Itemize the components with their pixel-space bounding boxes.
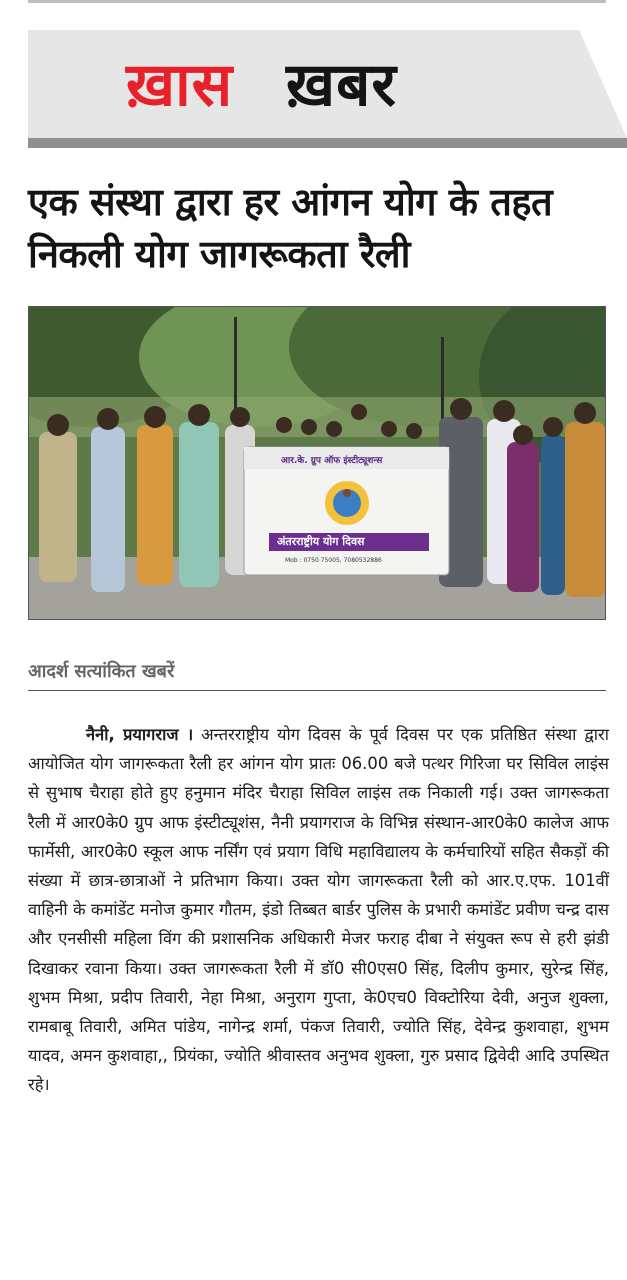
article-text: अन्तरराष्ट्रीय योग दिवस के पूर्व दिवस पर एक प्रतिष्ठित संस्था द्वारा आयोजित योग जागरूकता रैली हर आंगन योग प्रातः 06.00 बजे पत्थर गिरिजा घर सिविल लाइंस से सुभाष चैराहा होते हुए हनुमान मंदिर चैराहा सिविल लाइंस तक निकाली गई। उक्त जागरूकता रैली में आर0के0 ग्रुप आफ इंस्टीट्यूशंस, नैनी प्रयागराज के विभिन्न संस्थान-आर0के0 कालेज आफ फार्मेसी, आर0के0 स्कूल आफ नर्सिंग एवं प्रयाग विधि महाविद्यालय के कर्मचारियों सहित सैकड़ों की संख्या में छात्र-छात्राओं ने प्रतिभाग किया। उक्त योग जागरूकता रैली को आर.ए.एफ. 101वीं वाहिनी के कमांडेंट मनोज कुमार गौतम, इंडो तिब्बत बार्डर पुलिस के प्रभारी कमांडेंट प्रवीण चन्द्र दास और एनसीसी महिला विंग की प्रशासनिक अधिकारी मेजर फराह दीबा ने संयुक्त रूप से हरी झंडी दिखाकर रवाना किया। उक्त जागरूकता रैली में डॉ0 सी0एस0 सिंह, दिलीप कुमार, सुरेन्द्र सिंह, शुभम मिश्रा, प्रदीप तिवारी, नेहा मिश्रा, अनुराग गुप्ता, के0एच0 विक्टोरिया देवी, अनुज शुक्ला, रामबाबू तिवारी, अमित पांडेय, नागेन्द्र शर्मा, पंकज तिवारी, ज्योति सिंह, देवेन्द्र कुशवाहा, शुभम यादव, अमन कुशवाहा,, प्रियंका, ज्योति श्रीवास्तव अनुभव शुक्ला, गुरु प्रसाद द्विवेदी आदि उपस्थित रहे। xyxy=(28,725,609,1095)
photo-banner-line1: आर.के. ग्रुप ऑफ इंस्टीट्यूशन्स xyxy=(281,456,383,466)
photo-banner-phone: Mob : 0750 75005, 7080532886 xyxy=(285,557,382,564)
section-banner xyxy=(28,30,627,148)
banner-word-khabar: ख़बर xyxy=(286,50,397,120)
top-rule xyxy=(28,0,606,3)
banner-underband xyxy=(28,138,627,148)
banner-word-khaas: ख़ास xyxy=(126,50,234,120)
article-headline: एक संस्था द्वारा हर आंगन योग के तहत निकली योग जागरूकता रैली xyxy=(28,180,553,276)
article-body xyxy=(28,720,609,1100)
photo-banner-line2: अंतरराष्ट्रीय योग दिवस xyxy=(277,535,365,548)
article-paragraph xyxy=(28,720,609,1100)
news-photo xyxy=(28,306,606,620)
section-kicker: आदर्श सत्यांकित खबरें xyxy=(28,661,175,682)
kicker-rule xyxy=(28,690,606,691)
article-dateline: नैनी, प्रयागराज । xyxy=(86,725,194,744)
